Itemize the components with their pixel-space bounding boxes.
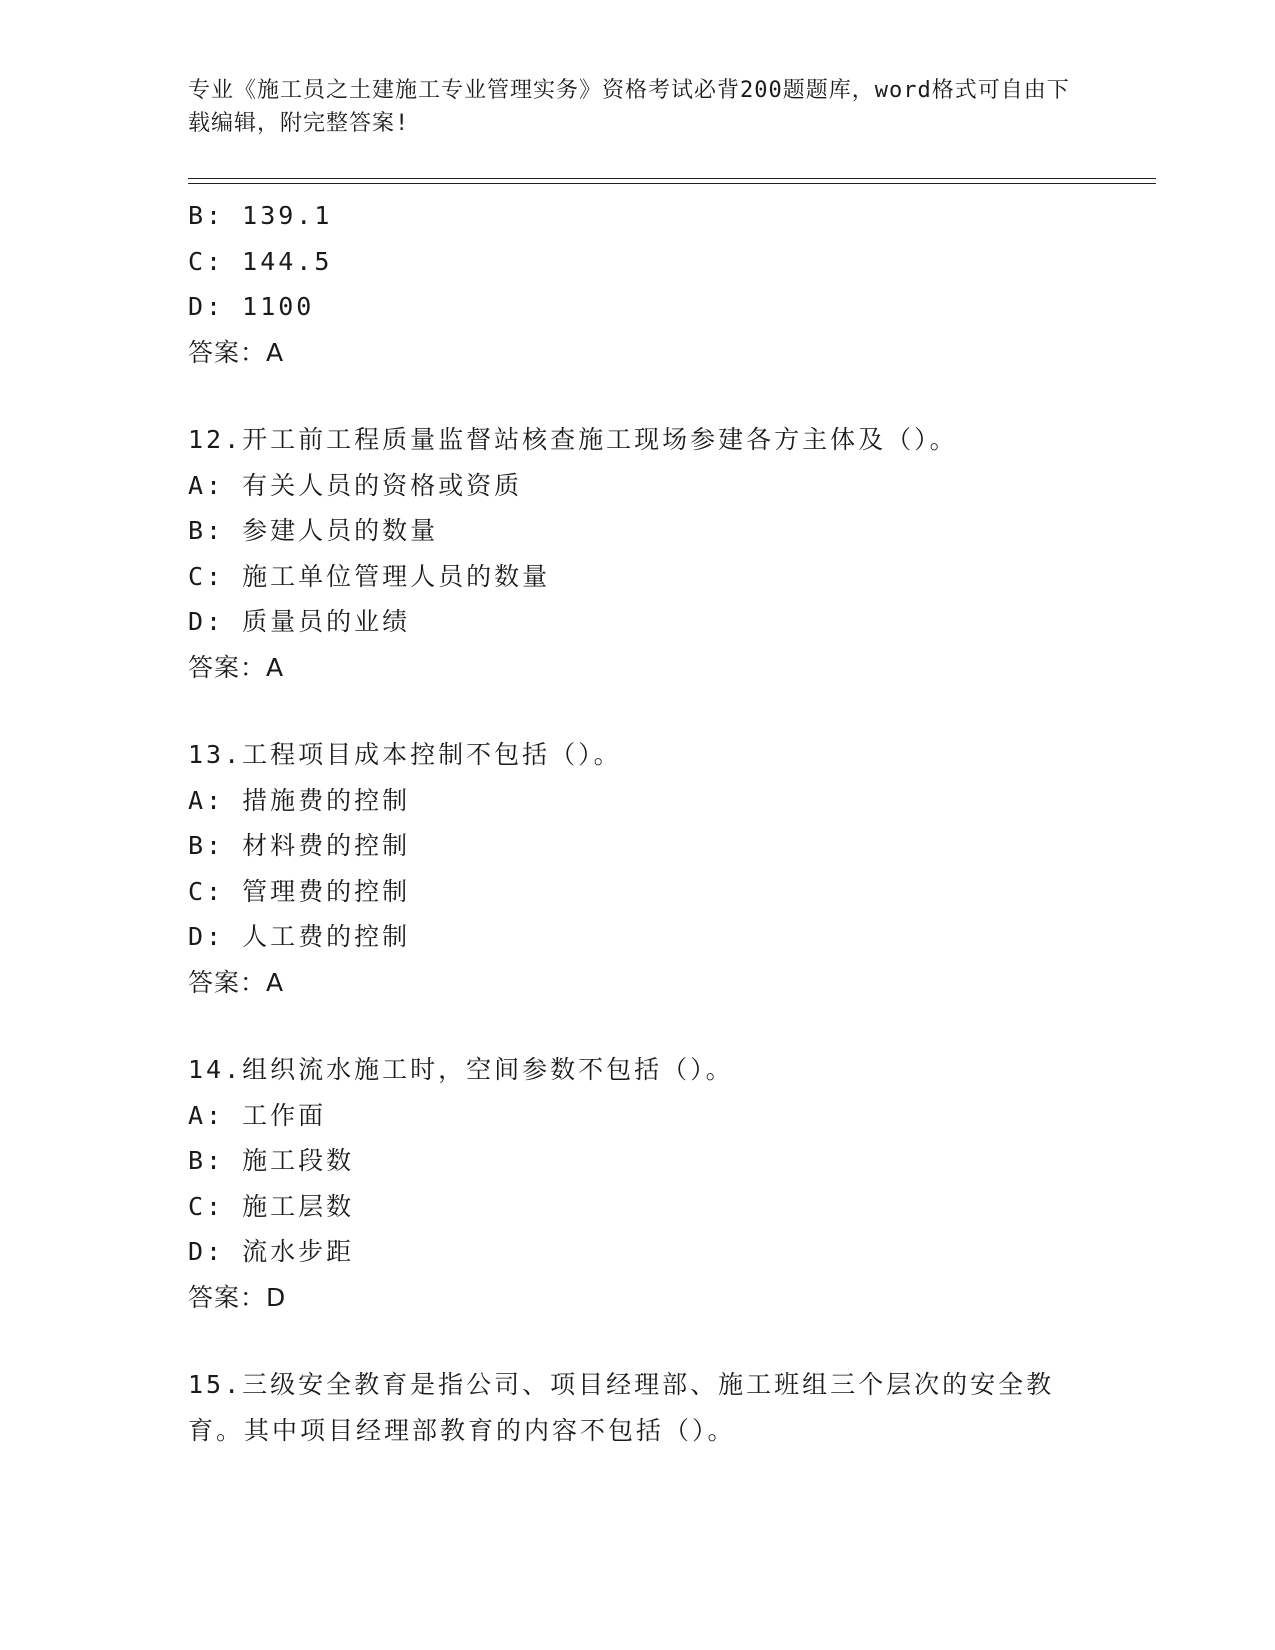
- answer-line: 答案：A: [188, 337, 285, 367]
- option-c: C: 施工层数: [188, 1191, 355, 1221]
- question-15: [188, 1362, 1088, 1453]
- option-d: D: 人工费的控制: [188, 922, 411, 951]
- header-divider-bottom: [188, 183, 1156, 184]
- option-b: B: 139.1: [188, 201, 333, 230]
- question-stem: 15.三级安全教育是指公司、项目经理部、施工班组三个层次的安全教育。其中项目经理部教育的内容不包括（）。: [188, 1370, 1055, 1445]
- option-c: C: 管理费的控制: [188, 876, 411, 906]
- spacer: [188, 1005, 1088, 1047]
- answer-line: 答案：A: [188, 967, 285, 997]
- option-b: B: 参建人员的数量: [188, 516, 439, 545]
- header-divider-top: [188, 178, 1156, 179]
- question-stem: 14.组织流水施工时，空间参数不包括（）。: [188, 1055, 734, 1084]
- option-d: D: 质量员的业绩: [188, 607, 411, 636]
- option-a: A: 有关人员的资格或资质: [188, 470, 523, 500]
- option-b: B: 材料费的控制: [188, 831, 411, 860]
- spacer: [188, 1320, 1088, 1362]
- question-14: [188, 1047, 1088, 1320]
- option-c: C: 144.5: [188, 246, 333, 276]
- option-a: A: 工作面: [188, 1100, 327, 1130]
- answer-line: 答案：A: [188, 652, 285, 682]
- option-a: A: 措施费的控制: [188, 785, 411, 815]
- option-d: D: 流水步距: [188, 1237, 355, 1266]
- document-header: 专业《施工员之土建施工专业管理实务》资格考试必背200题题库，word格式可自由下载编辑，附完整答案!: [188, 78, 1070, 136]
- question-12: [188, 417, 1088, 690]
- question-content: [188, 193, 1088, 1453]
- question-stem: 12.开工前工程质量监督站核查施工现场参建各方主体及（）。: [188, 425, 958, 454]
- question-stem: 13.工程项目成本控制不包括（）。: [188, 740, 622, 769]
- answer-line: 答案：D: [188, 1282, 287, 1312]
- option-d: D: 1100: [188, 292, 315, 321]
- question-13: [188, 732, 1088, 1005]
- spacer: [188, 690, 1088, 732]
- question-11-tail: [188, 193, 1088, 375]
- option-b: B: 施工段数: [188, 1146, 355, 1175]
- spacer: [188, 375, 1088, 417]
- option-c: C: 施工单位管理人员的数量: [188, 561, 551, 591]
